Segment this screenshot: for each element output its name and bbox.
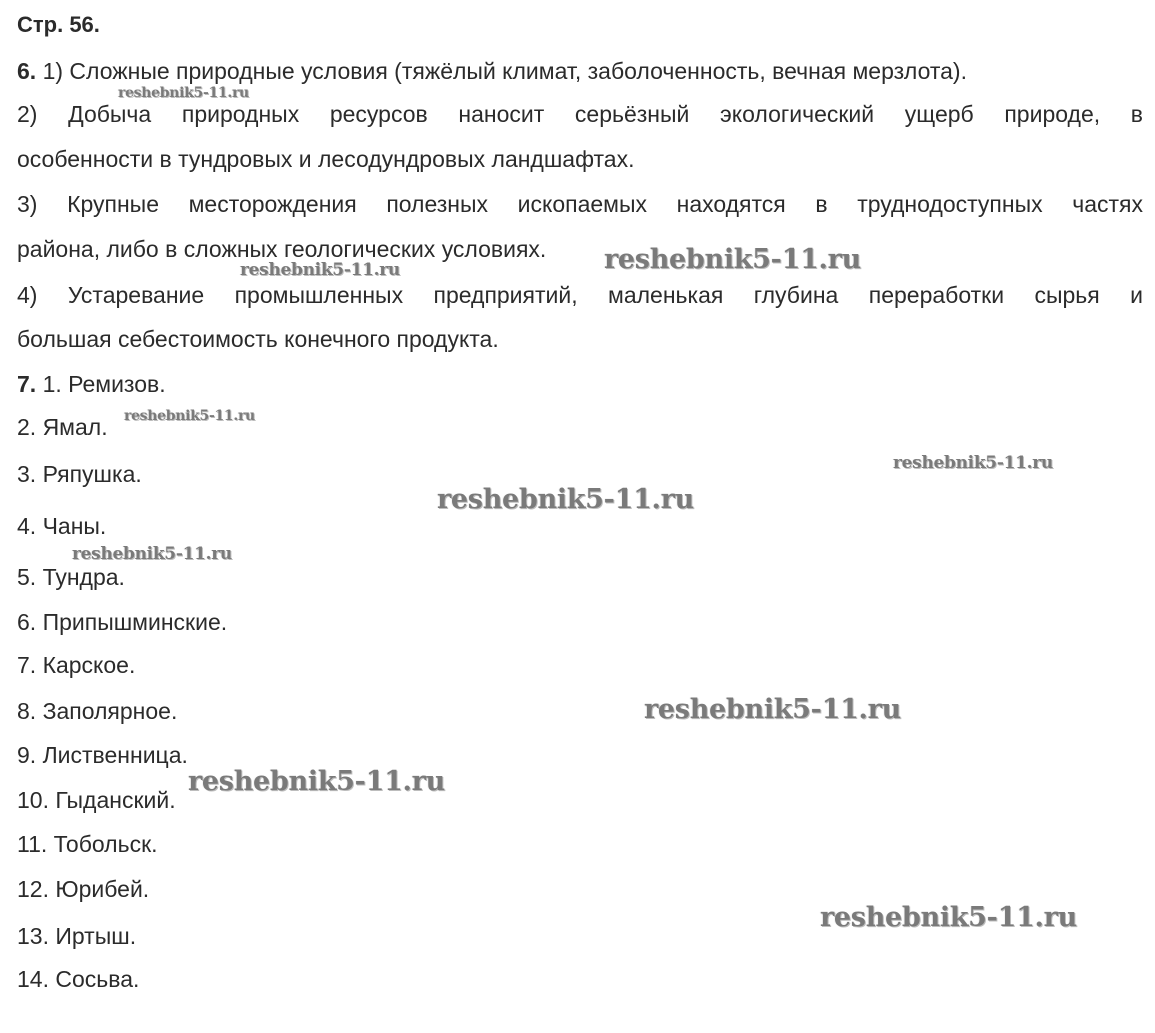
- task6-item1: [17, 60, 967, 83]
- task7-item-14: 14. Сосьва.: [17, 966, 140, 992]
- watermark: reshebnik5-11.ru: [604, 244, 861, 275]
- watermark: reshebnik5-11.ru: [72, 544, 232, 564]
- task6-item3-line2: района, либо в сложных геологических условиях.: [17, 236, 547, 262]
- watermark: reshebnik5-11.ru: [893, 453, 1053, 473]
- task6-number: 6.: [17, 58, 37, 84]
- task7-item-11: 11. Тобольск.: [17, 831, 158, 857]
- task6-item3-line1: 3) Крупные месторождения полезных ископаемых находятся в труднодоступных частях: [17, 191, 1143, 217]
- task7-item-2: 2. Ямал.: [17, 414, 108, 440]
- task7-number: 7.: [17, 371, 37, 397]
- task7-item-10: 10. Гыданский.: [17, 787, 176, 813]
- task7-item-3: 3. Ряпушка.: [17, 461, 142, 487]
- task6-item4-line2: большая себестоимость конечного продукта.: [17, 326, 499, 352]
- task7-item-5: 5. Тундра.: [17, 564, 125, 590]
- task7-item-text: 1. Ремизов.: [42, 371, 166, 397]
- task7-item-7: 7. Карское.: [17, 652, 136, 678]
- task7-item-8: 8. Заполярное.: [17, 698, 178, 724]
- task6-item2-line1: 2) Добыча природных ресурсов наносит серьёзный экологический ущерб природе, в: [17, 101, 1143, 127]
- page-heading: Стр. 56.: [17, 12, 100, 37]
- watermark: reshebnik5-11.ru: [124, 408, 255, 424]
- task7-item-12: 12. Юрибей.: [17, 876, 150, 902]
- task7-item-9: 9. Лиственница.: [17, 742, 188, 768]
- watermark: reshebnik5-11.ru: [437, 484, 694, 515]
- task6-item1-text: 1) Сложные природные условия (тяжёлый климат, заболоченность, вечная мерзлота).: [42, 58, 967, 84]
- task7-item-6: 6. Припышминские.: [17, 609, 228, 635]
- watermark: reshebnik5-11.ru: [240, 260, 400, 280]
- watermark: reshebnik5-11.ru: [644, 694, 901, 725]
- task7-item-13: 13. Иртыш.: [17, 923, 137, 949]
- watermark: reshebnik5-11.ru: [820, 902, 1077, 933]
- task7-item-4: 4. Чаны.: [17, 513, 107, 539]
- watermark: reshebnik5-11.ru: [188, 766, 445, 797]
- task6-item4-line1: 4) Устаревание промышленных предприятий, маленькая глубина переработки сырья и: [17, 282, 1143, 308]
- task7-item-1: [17, 373, 166, 396]
- watermark: reshebnik5-11.ru: [118, 85, 249, 101]
- task6-item2-line2: особенности в тундровых и лесодундровых ландшафтах.: [17, 146, 635, 172]
